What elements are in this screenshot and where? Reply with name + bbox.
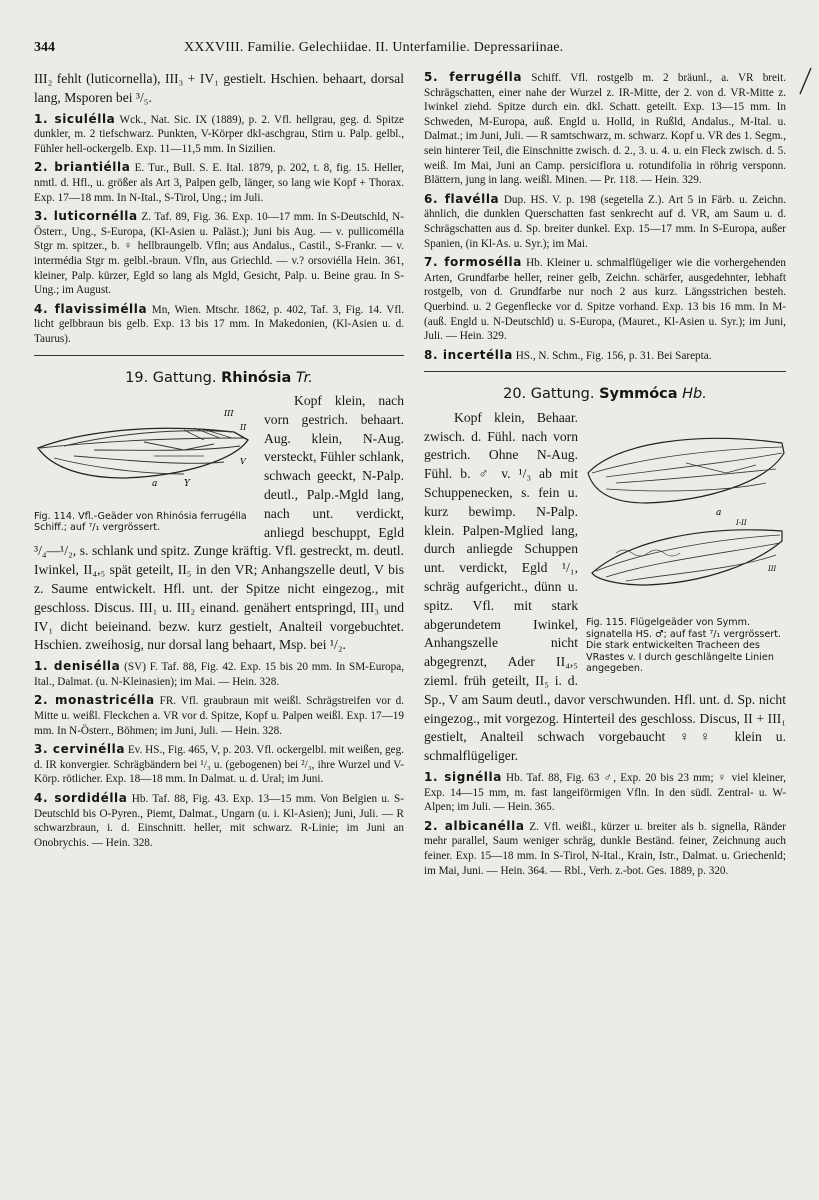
genus-description: Kopf klein, nach vorn gestrich. behaart. Aug. klein, N-Aug. versteckt, Fühler schlank, schwach geeckt, N-Palp. deutl., Palp.-Mgld lang, nach unt. verdickt, anliegd beschuppt, Egld ³/₄—¹/₂, s. schlank und spitz. Zunge kräftig. Vfl. gestreckt, m. deutl. Iwinkel, II₄,₅ spät geteilt, II₅ in den VR; Anhangszelle deutl, V bis z. Saume entwickelt. Hfl. unt. der Spitze nicht eingezog., mit geschloss. Discus. III₁ u. III₂ einand. genähert entspringd, III₃ und IV₁ dicht beieinand. bezw. kurz gestielt, Analteil vorgebuchtet. Hschien. zweihosig, nur dorsal lang behaart, Msp. bei ¹/₂. xyxy=(34,393,404,653)
species-text: Wck., Nat. Sic. IX (1889), p. 2. Vfl. hellgrau, geg. d. Spitze dunkler, m. 2 tiefschwarz. Punkten, V-Körper dkl-aschgrau, Stirn u. Palp. gelbl., Fühler hell-ockergelb. Exp. 11—11,5 mm. In Sizilien. xyxy=(34,113,405,155)
species-name: 1. denisélla xyxy=(34,659,121,674)
right-column xyxy=(424,70,786,882)
species-entry-flavissimella xyxy=(34,302,404,347)
species-text: Z. Vfl. weißl., kürzer u. breiter als b. signella, Ränder mehr parallel, Saum weniger schräg, dunkle Beständ. feiner, Zeichnung auch feiner. Exp. 15—18 mm. In S-Tirol, N-Ital., Krain, Istr., Dalmat. u. Griechenld; im Mai, Juni. — Hein. 364. — Rbl., Verh. z.-bot. Ges. 1889, p. 320. xyxy=(424,820,786,877)
species-text: Schiff. Vfl. rostgelb m. 2 bräunl., a. VR breit. Schrägschatten, einer nahe der Wurzel z. IR-Mitte, der 2. von d. VR-Mitte z. Iwinkel ziehd. Spitze durch ein. dkl. Schatt. geteilt. Exp. 13—15 mm. In Schweden, M-Europa, auß. Engld u. Holld, in Rußld, Andalus., M-Ital. u. Dalmat.; im Juni, Juli. — R samtschwarz, m. schwarz. Kopf u. VR des 1. Segm., sein hinterer Teil, die Einschnitte zwisch. d. 2., 3. u. 4. u. ein Fleck zwisch. d. 5. weiß. Im Mai, Juni an Camp. persiciflora u. rotundifolia in röhrig versponn. Blättern, jung in lang. weißl. Minen. — Pr. 118. — Hein. 329. xyxy=(424,72,786,187)
species-text: Hb. Taf. 88, Fig. 43. Exp. 13—15 mm. Von Belgien u. S-Deutschld bis O-Pyren., Piemt, Dalmat., Ungarn (u. i. Kl-Asien); Juni, Juli. — R schwarzbraun, i. d. Einschnitt. heller, mit schwarz. R-Linie; im Juni an Onobrychis. — Hein. 328. xyxy=(34,793,404,849)
section-divider xyxy=(34,355,404,356)
species-name: 2. briantiélla xyxy=(34,160,131,175)
figure-label: II xyxy=(240,423,247,433)
species-entry-cervinella xyxy=(34,742,404,787)
species-name: 2. albicanélla xyxy=(424,818,525,833)
species-name: 4. sordidélla xyxy=(34,791,128,805)
genus-number: 19. Gattung. xyxy=(125,369,217,386)
figure-115 xyxy=(586,413,786,675)
species-entry-siculella xyxy=(34,112,404,157)
figure-label: III xyxy=(768,564,777,573)
genus-18-continued: III₂ fehlt (luticornella), III₃ + IV₁ gestielt. Hschien. behaart, dorsal lang, Msporen bei ³/₅. xyxy=(34,71,404,105)
figure-label: I-II xyxy=(736,518,747,527)
species-name: 6. flavélla xyxy=(424,191,500,206)
species-entry-ferrugella xyxy=(424,70,786,188)
species-name: 1. siculélla xyxy=(34,111,116,126)
species-entry-denisella xyxy=(34,659,404,689)
species-entry-sordidella xyxy=(34,791,404,850)
species-name: 3. luticornélla xyxy=(34,209,138,224)
species-name: 1. signélla xyxy=(424,770,502,785)
species-name: 7. formosélla xyxy=(424,255,522,270)
figure-label: V xyxy=(240,457,246,467)
species-text: Hb. Taf. 88, Fig. 63 ♂, Exp. 20 bis 23 mm; ♀ viel kleiner, Exp. 14—15 mm, m. fast langeiförmigen Vfln. In den südl. Zentral- u. W-Alpen; im Juli. — Hein. 365. xyxy=(424,772,786,814)
species-name: 2. monastricélla xyxy=(34,693,155,708)
species-text: Mn, Wien. Mtschr. 1862, p. 402, Taf. 3, Fig. 14. Vfl. licht gelbbraun bis gelb. Exp. 13 bis 17 mm. In Makedonien, (Kl-Asien u. d. Taurus). xyxy=(34,303,404,345)
wing-venation-diagram xyxy=(586,413,786,613)
genus-description: Kopf klein, Behaar. zwisch. d. Fühl. nach vorn gestrich. Ohne N-Aug. Fühl. b. ♂ v. ¹/₃ ab mit Schuppenecken, s. fein u. kurz bewimp. N-Palp. klein. Palpen-Mglied lang, durch anliegde Schuppen unt. verdickt, Egld ¹/₁, schräg aufgericht., dünn u. spitz. Vfl. mit stark abgerundetem Iwinkel, Anhangszelle nicht abgegrenzt, Ader II₄,₅ zieml. früh geteilt, II₅ i. d. Sp., V am Saum deutl., davor verschwunden. Hfl. unt. d. Sp. nicht eingezog., mit vorgezog. Hinterteil des geschloss. Discus, II + III₁ gestielt, Analteil schwach vorgebaucht ♀♀ klein u. schmalflügeliger. xyxy=(424,409,786,764)
genus-name: Rhinósia xyxy=(221,369,292,386)
figure-114 xyxy=(34,394,254,533)
species-entry-briantiella xyxy=(34,160,404,205)
species-entry-luticornella xyxy=(34,209,404,298)
species-text: HS., N. Schm., Fig. 156, p. 31. Bei Sarepta. xyxy=(512,349,712,362)
left-column xyxy=(34,70,404,854)
genus-number: 20. Gattung. xyxy=(503,386,595,403)
species-name: 3. cervinélla xyxy=(34,742,126,757)
genus-heading-symmoca xyxy=(424,386,786,403)
running-title: XXXVIII. Familie. Gelechiidae. II. Unterfamilie. Depressariinae. xyxy=(184,40,564,55)
species-text: Hb. Kleiner u. schmalflügeliger wie die vorhergehenden Arten, Grundfarbe heller, reiner gelb, Zeichn. schärfer, ausgedehnter, lebhaft rostgelb, von d. Grundfarbe nur noch 2 aus kurz. Längsstrichen besteh. Querbind. u. 2 Gegenflecke vor d. Spitze vorhand. Exp. 13 bis 16 mm. In M- (auß. Engld u. N-Deutschld) u. S-Europa, (Mauret., Kl-Asien u. Syr.); im Juni, Juli. — Hein. 329. xyxy=(424,257,787,343)
species-entry-monastricella xyxy=(34,693,404,738)
species-entry-signella xyxy=(424,770,786,815)
figure-caption: Fig. 114. Vfl.-Geäder von Rhinósia ferrugélla Schiff.; auf ⁷/₁ vergrössert. xyxy=(34,510,247,534)
species-name: 4. flavissimélla xyxy=(34,301,148,316)
genus-author: Tr. xyxy=(291,369,313,386)
figure-caption: Fig. 115. Flügelgeäder von Symm. signatella HS. ♂; auf fast ⁷/₁ vergrössert. Die stark entwickelten Tracheen des VRastes v. I durch geschlängelte Linien angegeben. xyxy=(586,617,782,675)
species-entry-formosella xyxy=(424,255,786,344)
page-header xyxy=(34,40,784,66)
species-text: FR. Vfl. graubraun mit weißl. Schrägstreifen vor d. Mitte u. weißl. Fleckchen a. VR vor d. Spitze, Kopf u. Palpen weißl. Exp. 17—19 mm. In N-Österr., Böhmen; im Juni, Juli. — Hein. 328. xyxy=(34,695,405,737)
species-name: 8. incertélla xyxy=(424,347,513,362)
figure-label: a xyxy=(152,479,158,490)
page-number: 344 xyxy=(34,40,55,55)
species-text: (SV) F. Taf. 88, Fig. 42. Exp. 15 bis 20 mm. In SM-Europa, Ital., Dalmat. (u. N-Kleinasien); im Mai. — Hein. 328. xyxy=(34,661,404,688)
species-name: 5. ferrugélla xyxy=(424,70,523,84)
pencil-mark-icon xyxy=(797,66,813,96)
figure-label: Y xyxy=(184,479,190,490)
species-entry-albicanella xyxy=(424,819,786,878)
species-text: Dup. HS. V. p. 198 (segetella Z.). Art 5 in Färb. u. Zeichn. ähnlich, die dunklen Querschatten fast senkrecht auf d. VR, am Saum u. d. Schrägschatten aus d. Sp. breiter dunkel. Exp. 15—17 mm. In S-Europa, außer Spanien, (in Kl-As. u. Syr.); im Mai. xyxy=(424,193,786,250)
species-text: E. Tur., Bull. S. E. Ital. 1879, p. 202, t. 8, fig. 15. Heller, nmtl. d. Hfl., u. größer als Art 3, Palpen gelb, länger, so lang wie Kopf + Thorax. Exp. 17—18 mm. In N-Ital., S-Tirol, Ung.; im Juli. xyxy=(34,162,404,204)
genus-heading-rhinosia xyxy=(34,370,404,387)
figure-label: a xyxy=(716,507,722,518)
section-divider xyxy=(424,371,786,372)
genus-name: Symmóca xyxy=(599,386,678,403)
species-text: Z. Taf. 89, Fig. 36. Exp. 10—17 mm. In S-Deutschld, N-Österr., Ung., S-Europa, (Kl-Asien u. Paläst.); Juni bis Aug. — v. pullicomélla Stgr m. spitzer., b. ♀ hellbraungelb. Vfln; aus Andalus., Castil., S-Frankr. — v. intermédia Stgr m. gelbl.-braun. Vfln, aus Griechld. — v.? orsoviélla Hein. 361, kleiner, Palp. kürzer, Egld so lang als Mgld, Gesicht, Palp. u. Beine grau. In S-Ung.; im August. xyxy=(34,211,404,297)
species-entry-flavella xyxy=(424,192,786,251)
species-text: Ev. HS., Fig. 465, V, p. 203. Vfl. ockergelbl. mit weißen, geg. d. IR konvergier. Schrägbändern bei ¹/₃ u. (gebogenen) bei ²/₃, ihre Wurzel und V-Körp. rötlicher. Exp. 18—18 mm. In Dalmat. u. d. Ural; im Juni. xyxy=(34,744,405,786)
species-entry-incertella xyxy=(424,348,786,364)
figure-label: III xyxy=(224,409,234,419)
wing-venation-diagram xyxy=(34,394,254,506)
genus-author: Hb. xyxy=(677,386,707,403)
